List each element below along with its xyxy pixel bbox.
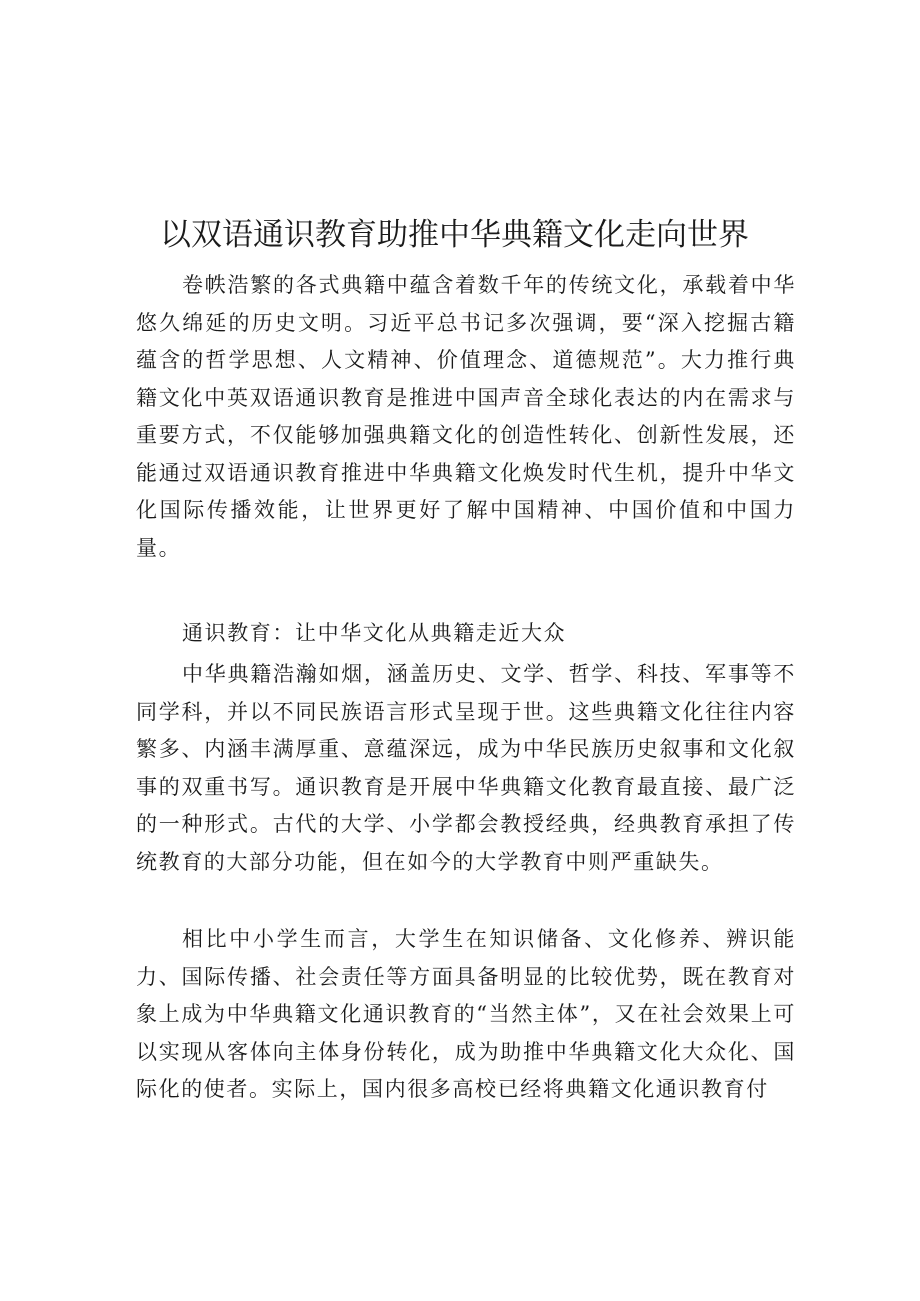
section-subheading: 通识教育：让中华文化从典籍走近大众 — [182, 621, 567, 645]
article-title: 以双语通识教育助推中华典籍文化走向世界 — [160, 217, 749, 253]
paragraph-university-students: 相比中小学生而言，大学生在知识储备、文化修养、辨识能力、国际传播、社会责任等方面具备明显的比较优势，既在教育对象上成为中华典籍文化通识教育的“当然主体”，又在社会效果上可以实现从客体向主体身份转化，成为助推中华典籍文化大众化、国际化的使者。实际上，国内很多高校已经将典籍文化通识教育付 — [136, 927, 796, 1101]
paragraph-classics: 中华典籍浩瀚如烟，涵盖历史、文学、哲学、科技、军事等不同学科，并以不同民族语言形式呈现于世。这些典籍文化往往内容繁多、内涵丰满厚重、意蕴深远，成为中华民族历史叙事和文化叙事的双重书写。通识教育是开展中华典籍文化教育最直接、最广泛的一种形式。古代的大学、小学都会教授经典，经典教育承担了传统教育的大部分功能，但在如今的大学教育中则严重缺失。 — [136, 662, 796, 874]
paragraph-intro: 卷帙浩繁的各式典籍中蕴含着数千年的传统文化，承载着中华悠久绵延的历史文明。习近平总书记多次强调，要“深入挖掘古籍蕴含的哲学思想、人文精神、价值理念、道德规范”。大力推行典籍文化中英双语通识教育是推进中国声音全球化表达的内在需求与重要方式，不仅能够加强典籍文化的创造性转化、创新性发展，还能通过双语通识教育推进中华典籍文化焕发时代生机，提升中华文化国际传播效能，让世界更好了解中国精神、中国价值和中国力量。 — [136, 273, 796, 560]
